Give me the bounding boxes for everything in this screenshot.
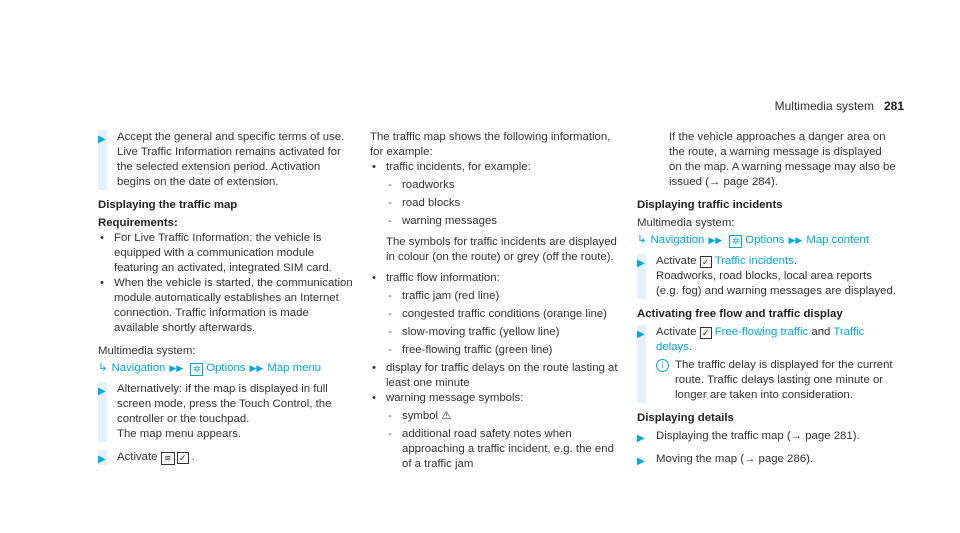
play-step-icon: ▶ bbox=[637, 258, 645, 269]
step-result: Roadworks, road blocks, local area reports (e.g. fog) and warning messages are displayed. bbox=[656, 270, 896, 297]
list-item: • display for traffic delays on the route lasting at least one minute bbox=[370, 361, 620, 391]
danger-note: If the vehicle approaches a danger area on the route, a warning message is displayed on the map. A warning message may also be issued (→ page 284). bbox=[669, 131, 896, 188]
free-flowing-option[interactable]: Free-flowing traffic bbox=[714, 326, 809, 338]
double-chevron-icon: ▶▶ bbox=[249, 363, 264, 373]
step-text: Activate bbox=[656, 255, 697, 267]
column-right bbox=[637, 130, 897, 475]
step-text: Activate bbox=[117, 451, 158, 463]
step-text: Accept the general and specific terms of use. Live Traffic Information remains activated for the selected extension period. Activation begins on the date of extension. bbox=[117, 131, 345, 188]
list-item bbox=[370, 271, 620, 358]
step-text: Alternatively: if the map is displayed in full screen mode, press the Touch Control, the controller or the touchpad. bbox=[117, 383, 332, 425]
requirements-list bbox=[98, 231, 353, 336]
list-item bbox=[370, 391, 620, 472]
step-text: Displaying the traffic map (→ page 281). bbox=[656, 430, 860, 442]
heading-display-map: Displaying the traffic map bbox=[98, 199, 238, 211]
page-number: 281 bbox=[883, 99, 904, 113]
column-left bbox=[98, 130, 353, 473]
play-step-icon: ▶ bbox=[637, 329, 645, 340]
checkbox-icon: ✓ bbox=[177, 452, 189, 464]
step-text: Moving the map (→ page 286). bbox=[656, 453, 814, 465]
list-item-text: traffic incidents, for example: bbox=[386, 161, 531, 173]
traffic-map-icon: ≋ bbox=[161, 452, 175, 465]
sub-item: - additional road safety notes when approaching a traffic incident, e.g. the end of a traffic jam bbox=[386, 427, 620, 472]
requirements-label: Requirements: bbox=[98, 217, 178, 229]
play-step-icon: ▶ bbox=[98, 454, 106, 465]
path-options[interactable]: Options bbox=[745, 234, 785, 246]
double-chevron-icon: ▶▶ bbox=[708, 235, 723, 245]
step-accept bbox=[98, 130, 353, 190]
step-text: Activate bbox=[656, 326, 697, 338]
traffic-incidents-option[interactable]: Traffic incidents bbox=[714, 255, 794, 267]
gear-icon: ✲ bbox=[729, 235, 742, 248]
double-chevron-icon: ▶▶ bbox=[788, 235, 803, 245]
path-map-menu[interactable]: Map menu bbox=[267, 362, 322, 374]
heading-free-flow: Activating free flow and traffic display bbox=[637, 308, 843, 320]
sub-item: - roadworks bbox=[386, 178, 620, 193]
section-title: Multimedia system bbox=[774, 99, 874, 113]
info-list bbox=[370, 160, 620, 472]
intro-line: for example: bbox=[370, 146, 433, 158]
warning-triangle-icon: ⚠ bbox=[441, 410, 452, 422]
checkbox-icon: ✓ bbox=[700, 327, 712, 339]
step-details-1 bbox=[637, 429, 897, 444]
gear-icon: ✲ bbox=[190, 363, 203, 376]
traffic-delays-option[interactable]: Traffic delays bbox=[656, 326, 865, 353]
step-activate-flow: ▶ Activate ✓ Free-flowing traffic and Traffic delays. i The traffic delay is displayed for the current route. Traffic delays lasting one minute or longer are taken into consideration. bbox=[637, 325, 897, 403]
list-item: • When the vehicle is started, the communication module automatically establishes an Internet connection. Traffic information is made available shortly afterwards. bbox=[98, 276, 353, 336]
return-arrow-icon: ↳ bbox=[98, 362, 108, 374]
step-alternatively bbox=[98, 382, 353, 442]
intro-line: The traffic map shows the following information, bbox=[370, 131, 611, 143]
info-note bbox=[656, 358, 897, 403]
page-header bbox=[775, 99, 904, 114]
step-activate: ▶ Activate ≋ ✓ . bbox=[98, 451, 195, 465]
checkbox-icon: ✓ bbox=[700, 256, 712, 268]
path-navigation[interactable]: Navigation bbox=[111, 362, 166, 374]
double-chevron-icon: ▶▶ bbox=[169, 363, 184, 373]
sub-item: - congested traffic conditions (orange line) bbox=[386, 307, 620, 322]
menu-path bbox=[637, 233, 897, 248]
list-item bbox=[370, 160, 620, 265]
menu-path bbox=[98, 361, 353, 376]
list-item-text: traffic flow information: bbox=[386, 272, 500, 284]
play-step-icon: ▶ bbox=[637, 456, 645, 467]
play-step-icon: ▶ bbox=[98, 134, 106, 145]
list-item-text: warning message symbols: bbox=[386, 392, 524, 404]
step-details-2 bbox=[637, 452, 897, 467]
path-map-content[interactable]: Map content bbox=[806, 234, 870, 246]
return-arrow-icon: ↳ bbox=[637, 234, 647, 246]
path-options[interactable]: Options bbox=[206, 362, 246, 374]
path-navigation[interactable]: Navigation bbox=[650, 234, 705, 246]
list-item: • For Live Traffic Information: the vehicle is equipped with a communication module featuring an activated, integrated SIM card. bbox=[98, 231, 353, 276]
step-activate-incidents: ▶ Activate ✓ Traffic incidents. Roadworks, road blocks, local area reports (e.g. fog) and warning messages are displayed. bbox=[637, 255, 896, 297]
sub-item: - road blocks bbox=[386, 196, 620, 211]
sub-item: - free-flowing traffic (green line) bbox=[386, 343, 620, 358]
multimedia-label: Multimedia system: bbox=[637, 217, 735, 229]
sub-item: - symbol ⚠ bbox=[386, 409, 620, 424]
sub-item: - traffic jam (red line) bbox=[386, 289, 620, 304]
sub-item: - slow-moving traffic (yellow line) bbox=[386, 325, 620, 340]
info-icon: i bbox=[656, 359, 669, 372]
heading-details: Displaying details bbox=[637, 412, 734, 424]
info-text: The traffic delay is displayed for the current route. Traffic delays lasting one minute or longer are taken into consideration. bbox=[675, 359, 893, 401]
heading-traffic-incidents: Displaying traffic incidents bbox=[637, 199, 783, 211]
sub-item: - warning messages bbox=[386, 214, 620, 229]
symbols-note: The symbols for traffic incidents are displayed in colour (on the route) or grey (off the route). bbox=[386, 236, 617, 263]
multimedia-label: Multimedia system: bbox=[98, 345, 196, 357]
column-middle bbox=[370, 130, 620, 475]
play-step-icon: ▶ bbox=[637, 433, 645, 444]
play-step-icon: ▶ bbox=[98, 386, 106, 397]
step-result: The map menu appears. bbox=[117, 428, 242, 440]
